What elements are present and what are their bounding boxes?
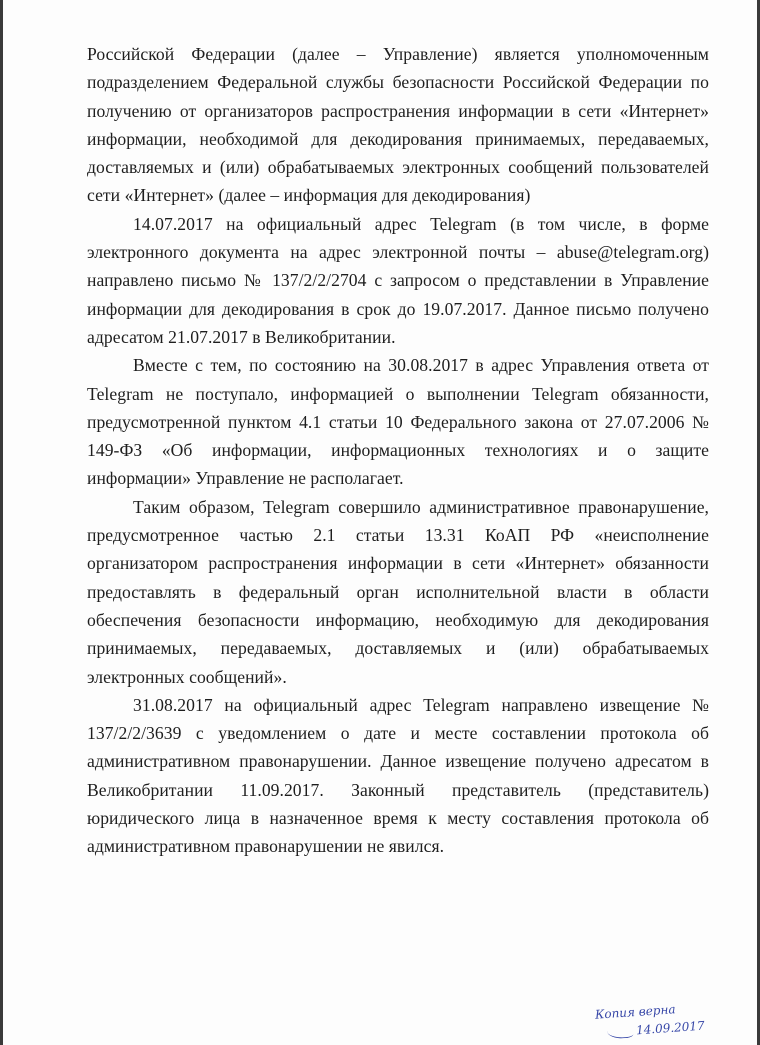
paragraph-1: Российской Федерации (далее – Управление) является уполномоченным подразделением Федеральной службы безопасности Российской Федерации по получению от организаторов распространения информации в сети «Интернет» информации, необходимой для декодирования принимаемых, передаваемых, доставляемых и (или) обрабатываемых электронных сообщений пользователей сети «Интернет» (далее – информация для декодирования) bbox=[87, 44, 709, 206]
handwritten-signature-date bbox=[607, 1019, 705, 1040]
handwritten-copy-note: Копия верна bbox=[594, 1002, 676, 1022]
paragraph-5: 31.08.2017 на официальный адрес Telegram направлено извещение № 137/2/2/3639 с уведомлением о дате и месте составлении протокола об административном правонарушении. Данное извещение получено адресатом в Великобритании 11.09.2017. Законный представитель (представитель) юридического лица в назначенное время к месту составления протокола об административном правонарушении не явился. bbox=[87, 694, 709, 857]
document-body bbox=[87, 40, 709, 861]
signature-scribble-icon bbox=[607, 1025, 634, 1040]
signature-date: 14.09.2017 bbox=[635, 1018, 706, 1038]
paragraph-2: 14.07.2017 на официальный адрес Telegram (в том числе, в форме электронного документа на адрес электронной почты – abuse@telegram.org) направлено письмо № 137/2/2/2704 с запросом о представлении в Управление информации для декодирования в срок до 19.07.2017. Данное письмо получено адресатом 21.07.2017 в Великобритании. bbox=[87, 213, 709, 347]
paragraph-3: Вместе с тем, по состоянию на 30.08.2017 в адрес Управления ответа от Telegram не поступало, информацией о выполнении Telegram обязанности, предусмотренной пунктом 4.1 статьи 10 Федерального закона от 27.07.2006 № 149-ФЗ «Об информации, информационных технологиях и о защите информации» Управление не располагает. bbox=[87, 355, 709, 489]
paragraph-4: Таким образом, Telegram совершило административное правонарушение, предусмотренное частью 2.1 статьи 13.31 КоАП РФ «неисполнение организатором распространения информации в сети «Интернет» обязанности предоставлять в федеральный орган исполнительной власти в области обеспечения безопасности информацию, необходимую для декодирования принимаемых, передаваемых, доставляемых и (или) обрабатываемых электронных сообщений». bbox=[87, 496, 709, 687]
